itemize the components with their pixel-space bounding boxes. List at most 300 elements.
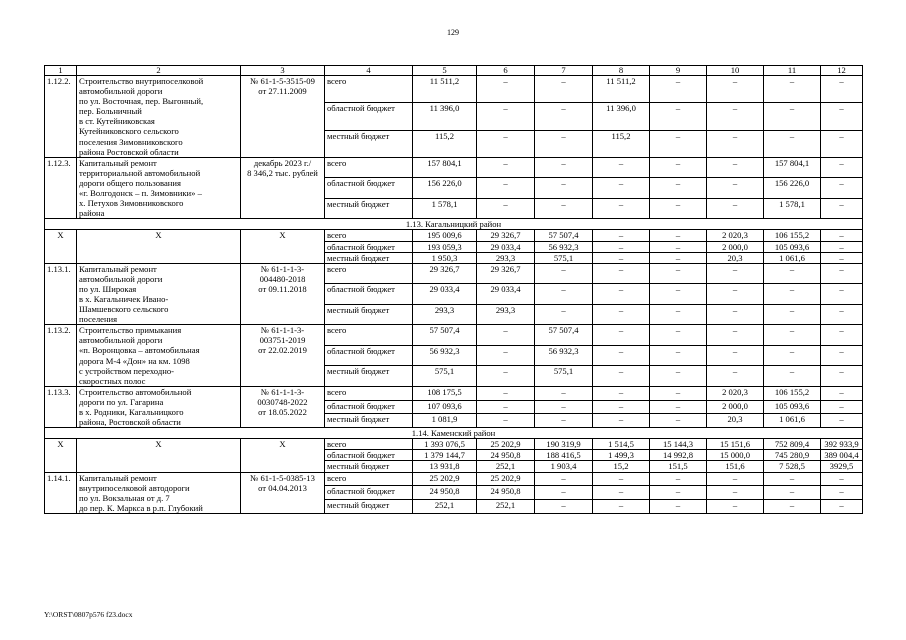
funding-source: всего [325,472,413,486]
budget-table [44,65,863,514]
funding-source: областной бюджет [325,241,413,252]
value-cell: – [821,472,863,486]
section-title: 1.13. Кагальницкий район [45,219,863,230]
object-name-line: «п. Воронцовка – автомобильная [79,345,200,356]
object-name-line: территориальной автомобильной [79,167,201,178]
funding-source: местный бюджет [325,252,413,263]
value-cell: – [477,400,535,414]
row-number: 1.12.2. [45,76,77,158]
value-cell: – [535,178,593,199]
object-name-line: х. Петухов Зимовниковского [79,198,184,209]
value-cell: 195 009,6 [413,230,477,241]
column-header: 4 [325,66,413,76]
object-name-line: Капитальный ремонт [79,157,157,168]
value-cell: 11 396,0 [593,103,650,130]
value-cell: 1 499,3 [593,450,650,461]
value-cell: 1 061,6 [764,252,821,263]
object-name-line: пер. Больничный [79,106,142,117]
value-cell: 115,2 [593,130,650,157]
document-ref [241,325,325,387]
value-cell: – [593,284,650,305]
value-cell: – [650,103,707,130]
row-number: 1.13.2. [45,325,77,387]
value-cell: 24 950,8 [477,486,535,500]
value-cell: – [535,414,593,428]
value-cell: – [821,366,863,387]
value-cell: – [707,366,764,387]
value-cell: – [707,500,764,514]
value-cell: 106 155,2 [764,386,821,400]
value-cell: – [593,252,650,263]
document-ref-line: от 22.02.2019 [258,345,307,356]
document-ref-line: № 61-1-1-3- [260,263,305,274]
object-name-line: автомобильной дороги [79,335,163,346]
document-ref-line: 004480-2018 [259,273,306,284]
value-cell: 11 396,0 [413,103,477,130]
value-cell: – [535,263,593,284]
document-ref [241,386,325,427]
table-row [45,325,863,346]
value-cell: – [821,386,863,400]
value-cell: – [593,472,650,486]
object-name-line: Х [155,230,162,241]
document-ref [241,230,325,263]
object-name-line: района [79,208,105,219]
value-cell: – [535,198,593,219]
column-header: 3 [241,66,325,76]
funding-source: областной бюджет [325,103,413,130]
value-cell: – [593,304,650,325]
column-header: 11 [764,66,821,76]
value-cell: – [764,486,821,500]
value-cell: 105 093,6 [764,400,821,414]
value-cell: – [650,241,707,252]
value-cell: – [593,198,650,219]
value-cell: 1 514,5 [593,439,650,450]
object-name-line: Кутейниковского сельского [79,126,179,137]
value-cell: – [535,304,593,325]
object-name-line: Капитальный ремонт [79,263,157,274]
column-header: 1 [45,66,77,76]
object-name-line: внутрипоселковой автодороги [79,482,190,493]
value-cell: 1 061,6 [764,414,821,428]
table-row [45,263,863,284]
object-name [77,386,241,427]
funding-source: областной бюджет [325,345,413,366]
funding-source: всего [325,439,413,450]
value-cell: 11 511,2 [413,76,477,103]
value-cell: 15 144,3 [650,439,707,450]
value-cell: – [821,157,863,178]
value-cell: – [535,386,593,400]
value-cell: 293,3 [477,304,535,325]
value-cell: – [593,263,650,284]
header-row [45,66,863,76]
value-cell: – [764,284,821,305]
value-cell: 156 226,0 [413,178,477,199]
document-ref-line: декабрь 2023 г./ [253,157,312,168]
object-name [77,157,241,219]
value-cell: 29 326,7 [413,263,477,284]
value-cell: – [764,103,821,130]
value-cell: – [650,414,707,428]
value-cell: 157 804,1 [764,157,821,178]
document-ref-line: от 04.04.2013 [258,482,307,493]
value-cell: 24 950,8 [477,450,535,461]
table-row [45,439,863,450]
value-cell: – [535,400,593,414]
funding-source: местный бюджет [325,461,413,472]
value-cell: – [535,157,593,178]
value-cell: 151,5 [650,461,707,472]
value-cell: – [764,263,821,284]
document-ref-line: 003751-2019 [259,335,306,346]
value-cell: – [650,178,707,199]
value-cell: 156 226,0 [764,178,821,199]
value-cell: 2 020,3 [707,386,764,400]
object-name-line: Строительство автомобильной [79,386,192,397]
value-cell: 25 202,9 [477,439,535,450]
value-cell: 188 416,5 [535,450,593,461]
funding-source: областной бюджет [325,486,413,500]
value-cell: – [650,366,707,387]
value-cell: – [821,284,863,305]
value-cell: 56 932,3 [535,345,593,366]
object-name [77,439,241,472]
value-cell: 105 093,6 [764,241,821,252]
value-cell: 56 932,3 [535,241,593,252]
value-cell: – [593,366,650,387]
column-header: 10 [707,66,764,76]
value-cell: 20,3 [707,252,764,263]
section-row [45,219,863,230]
document-ref-line: от 27.11.2009 [258,86,307,97]
document-ref-line: Х [279,439,286,450]
value-cell: – [535,284,593,305]
object-name-line: Шамшевского сельского [79,304,169,315]
value-cell: 24 950,8 [413,486,477,500]
value-cell: 29 326,7 [477,230,535,241]
value-cell: 1 578,1 [764,198,821,219]
value-cell: – [535,472,593,486]
value-cell: – [707,486,764,500]
object-name-line: дорога М-4 «Дон» на км. 1098 [79,355,190,366]
value-cell: 15 000,0 [707,450,764,461]
table-row [45,472,863,486]
column-header: 6 [477,66,535,76]
value-cell: 151,6 [707,461,764,472]
funding-source: областной бюджет [325,400,413,414]
value-cell: – [764,325,821,346]
value-cell: – [707,103,764,130]
value-cell: 106 155,2 [764,230,821,241]
funding-source: всего [325,325,413,346]
value-cell: – [535,76,593,103]
value-cell: 293,3 [477,252,535,263]
value-cell: – [707,157,764,178]
value-cell: – [821,263,863,284]
object-name-line: автомобильной дороги [79,86,163,97]
funding-source: местный бюджет [325,130,413,157]
value-cell: – [477,178,535,199]
value-cell: – [650,304,707,325]
value-cell: 1 950,3 [413,252,477,263]
value-cell: – [593,157,650,178]
value-cell: – [593,241,650,252]
value-cell: 57 507,4 [535,325,593,346]
object-name-line: района Ростовской области [79,146,179,157]
value-cell: 752 809,4 [764,439,821,450]
object-name-line: по ул. Широкая [79,283,137,294]
value-cell: – [764,345,821,366]
value-cell: – [650,76,707,103]
page-number: 129 [447,28,459,37]
object-name-line: в х. Родники, Кагальницкого [79,407,184,417]
row-number: Х [45,230,77,263]
value-cell: 3929,5 [821,461,863,472]
value-cell: – [764,500,821,514]
section-title: 1.14. Каменский район [45,428,863,439]
funding-source: областной бюджет [325,450,413,461]
value-cell: 1 393 076,5 [413,439,477,450]
value-cell: – [477,76,535,103]
funding-source: областной бюджет [325,178,413,199]
funding-source: местный бюджет [325,304,413,325]
value-cell: 157 804,1 [413,157,477,178]
value-cell: – [821,241,863,252]
value-cell: 107 093,6 [413,400,477,414]
footer-file-path: Y:\ORST\0807p576 f23.docx [44,610,133,619]
object-name-line: дороги общего пользования [79,177,181,188]
funding-source: всего [325,157,413,178]
document-ref-line: № 61-1-5-3515-09 [250,76,315,86]
value-cell: – [535,130,593,157]
value-cell: – [593,414,650,428]
document-ref-line: № 61-1-1-3- [260,386,305,397]
object-name [77,263,241,325]
value-cell: 1 578,1 [413,198,477,219]
funding-source: местный бюджет [325,414,413,428]
document-ref [241,76,325,158]
value-cell: – [593,400,650,414]
value-cell: 1 903,4 [535,461,593,472]
document-ref-line: 8 346,2 тыс. рублей [247,167,318,178]
funding-source: областной бюджет [325,284,413,305]
document-ref [241,472,325,513]
value-cell: – [821,130,863,157]
value-cell: 13 931,8 [413,461,477,472]
value-cell: – [707,198,764,219]
value-cell: 57 507,4 [413,325,477,346]
value-cell: – [821,500,863,514]
value-cell: 575,1 [413,366,477,387]
value-cell: – [477,198,535,219]
value-cell: – [764,472,821,486]
object-name-line: по ул. Вокзальная от д. 7 [79,492,170,503]
funding-source: всего [325,230,413,241]
funding-source: всего [325,263,413,284]
value-cell: 745 280,9 [764,450,821,461]
document-ref-line: Х [279,230,286,241]
object-name-line: поселения [79,314,118,325]
value-cell: – [477,366,535,387]
value-cell: 108 175,5 [413,386,477,400]
value-cell: – [821,230,863,241]
value-cell: 252,1 [477,461,535,472]
value-cell: 29 033,4 [477,284,535,305]
document-ref-line: № 61-1-5-0385-13 [250,472,315,483]
value-cell: – [650,157,707,178]
row-number: 1.14.1. [45,472,77,513]
row-number: 1.13.1. [45,263,77,325]
column-header: 5 [413,66,477,76]
funding-source: местный бюджет [325,366,413,387]
value-cell: – [764,76,821,103]
value-cell: 7 528,5 [764,461,821,472]
value-cell: – [650,472,707,486]
value-cell: – [650,386,707,400]
value-cell: 25 202,9 [413,472,477,486]
value-cell: – [477,103,535,130]
value-cell: – [650,130,707,157]
value-cell: – [593,178,650,199]
value-cell: – [535,103,593,130]
value-cell: 1 081,9 [413,414,477,428]
value-cell: – [821,400,863,414]
value-cell: – [821,198,863,219]
funding-source: местный бюджет [325,198,413,219]
value-cell: – [707,345,764,366]
row-number: 1.13.3. [45,386,77,427]
value-cell: 29 033,4 [413,284,477,305]
object-name-line: поселения Зимовниковского [79,136,183,147]
value-cell: 252,1 [477,500,535,514]
value-cell: 15 151,6 [707,439,764,450]
column-header: 12 [821,66,863,76]
document-ref-line: № 61-1-1-3- [260,325,305,336]
object-name-line: Х [155,439,162,450]
object-name-line: Капитальный ремонт [79,472,157,483]
value-cell: – [821,76,863,103]
value-cell: 11 511,2 [593,76,650,103]
value-cell: – [707,76,764,103]
object-name-line: в х. Кагальничек Ивано- [79,293,169,304]
value-cell: – [821,486,863,500]
column-header: 7 [535,66,593,76]
object-name-line: до пер. К. Маркса в р.п. Глубокий [79,502,203,513]
value-cell: – [593,325,650,346]
value-cell: – [821,345,863,366]
value-cell: – [650,263,707,284]
value-cell: – [821,252,863,263]
value-cell: – [650,400,707,414]
object-name [77,325,241,387]
object-name-line: в ст. Кутейниковская [79,116,155,127]
value-cell: – [593,230,650,241]
value-cell: – [650,325,707,346]
value-cell: – [650,252,707,263]
value-cell: – [707,325,764,346]
value-cell: 57 507,4 [535,230,593,241]
document-ref-line: 0030748-2022 [257,396,308,407]
column-header: 9 [650,66,707,76]
value-cell: 575,1 [535,252,593,263]
table-row [45,157,863,178]
funding-source: местный бюджет [325,500,413,514]
value-cell: 29 326,7 [477,263,535,284]
document-ref-line: от 18.05.2022 [258,407,307,417]
value-cell: – [650,284,707,305]
row-number: 1.12.3. [45,157,77,219]
value-cell: – [477,414,535,428]
value-cell: – [707,130,764,157]
object-name [77,230,241,263]
value-cell: – [593,486,650,500]
object-name-line: Строительство внутрипоселковой [79,76,204,86]
value-cell: – [477,157,535,178]
funding-source: всего [325,76,413,103]
value-cell: – [707,304,764,325]
value-cell: 293,3 [413,304,477,325]
funding-source: всего [325,386,413,400]
table-row [45,386,863,400]
object-name-line: по ул. Восточная, пер. Выгонный, [79,96,204,107]
value-cell: – [650,198,707,219]
value-cell: – [477,130,535,157]
column-header: 2 [77,66,241,76]
value-cell: – [821,325,863,346]
table-row [45,76,863,103]
value-cell: – [821,103,863,130]
object-name-line: с устройством переходно- [79,365,174,376]
value-cell: – [650,486,707,500]
section-row [45,428,863,439]
value-cell: 115,2 [413,130,477,157]
value-cell: 14 992,8 [650,450,707,461]
object-name-line: дороги по ул. Гагарина [79,396,164,407]
value-cell: – [764,304,821,325]
object-name-line: скоростных полос [79,375,146,386]
value-cell: – [477,345,535,366]
value-cell: – [593,500,650,514]
value-cell: 392 933,9 [821,439,863,450]
document-ref [241,263,325,325]
value-cell: – [707,284,764,305]
document-ref-line: от 09.11.2018 [258,283,307,294]
value-cell: – [477,386,535,400]
object-name [77,76,241,158]
value-cell: – [707,178,764,199]
row-number: Х [45,439,77,472]
column-header: 8 [593,66,650,76]
value-cell: – [650,345,707,366]
value-cell: 2 000,0 [707,400,764,414]
value-cell: – [535,500,593,514]
value-cell: – [821,178,863,199]
value-cell: 15,2 [593,461,650,472]
value-cell: – [593,345,650,366]
value-cell: – [764,366,821,387]
value-cell: – [535,486,593,500]
value-cell: – [650,230,707,241]
value-cell: 252,1 [413,500,477,514]
value-cell: 2 000,0 [707,241,764,252]
value-cell: 575,1 [535,366,593,387]
object-name-line: Строительство примыкания [79,325,182,336]
value-cell: 389 004,4 [821,450,863,461]
value-cell: 56 932,3 [413,345,477,366]
document-ref [241,157,325,219]
